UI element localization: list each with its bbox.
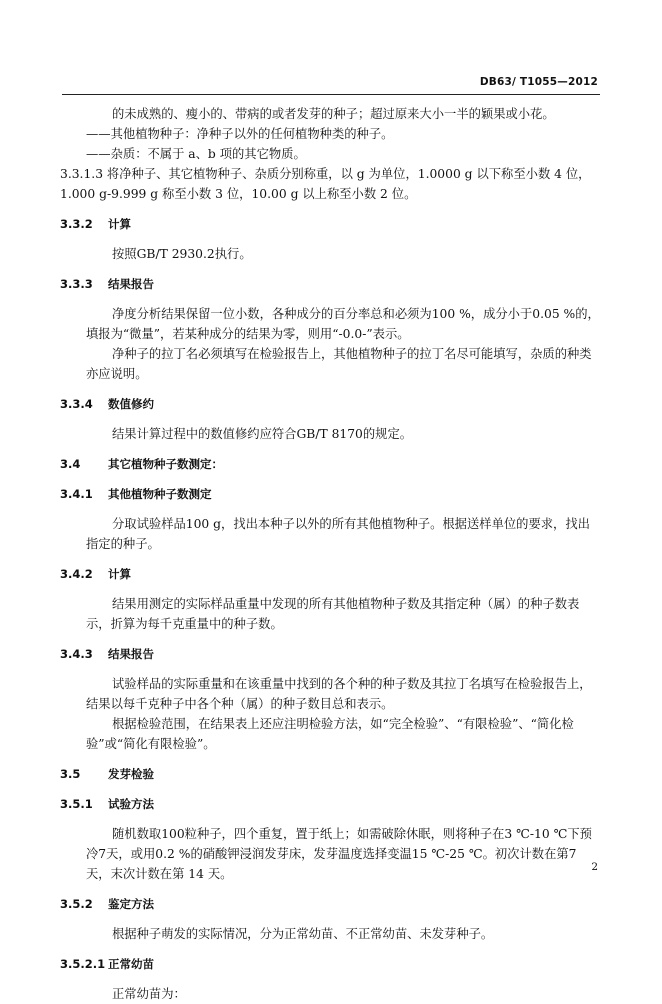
section-title: 结果报告: [108, 647, 154, 661]
section-number: 3.3.2: [60, 217, 93, 231]
heading-3-5-2: [60, 894, 600, 914]
paragraph: 分取试验样品100 g，找出本种子以外的所有其他植物种子。根据送样单位的要求，找出指定的种子。: [86, 517, 590, 551]
heading-3-4-3: [60, 644, 600, 664]
section-title: 正常幼苗: [108, 957, 154, 971]
paragraph: 按照GB/T 2930.2执行。: [112, 247, 252, 261]
paragraph: 的未成熟的、瘦小的、带病的或者发芽的种子；超过原来大小一半的颖果或小花。: [112, 107, 555, 121]
section-number: 3.4: [60, 457, 81, 471]
heading-3-4: [60, 454, 600, 474]
paragraph: 净度分析结果保留一位小数，各种成分的百分率总和必须为100 %，成分小于0.05 %的，填报为“微量”，若某种成分的结果为零，则用“-0.0-”表示。: [86, 307, 600, 341]
section-number: 3.4.2: [60, 567, 93, 581]
paragraph: ——其他植物种子：净种子以外的任何植物种类的种子。: [86, 127, 394, 141]
paragraph: 根据检验范围，在结果表上还应注明检验方法，如“完全检验”、“有限检验”、“简化检验”或“简化有限检验”。: [86, 717, 574, 751]
heading-3-4-2: [60, 564, 600, 584]
section-title: 结果报告: [108, 277, 154, 291]
section-title: 鉴定方法: [108, 897, 154, 911]
section-number: 3.5: [60, 767, 81, 781]
section-number: 3.5.2.1: [60, 957, 106, 971]
paragraph: 净种子的拉丁名必须填写在检验报告上，其他植物种子的拉丁名尽可能填写，杂质的种类亦应说明。: [86, 347, 592, 381]
section-number: 3.3.3: [60, 277, 93, 291]
paragraph: ——杂质：不属于 a、b 项的其它物质。: [86, 147, 306, 161]
heading-3-5: [60, 764, 600, 784]
heading-3-3-2: [60, 214, 600, 234]
section-number: 3.5.1: [60, 797, 93, 811]
paragraph: 结果计算过程中的数值修约应符合GB/T 8170的规定。: [112, 427, 413, 441]
section-number: 3.3.4: [60, 397, 93, 411]
section-title: 其他植物种子数测定: [108, 487, 212, 501]
section-number: 3.4.1: [60, 487, 93, 501]
heading-3-5-2-1: [60, 954, 600, 974]
heading-3-3-4: [60, 394, 600, 414]
paragraph: 根据种子萌发的实际情况，分为正常幼苗、不正常幼苗、未发芽种子。: [112, 927, 494, 941]
header-rule: [62, 94, 600, 95]
section-title: 发芽检验: [108, 767, 154, 781]
section-title: 其它植物种子数测定：: [108, 457, 223, 471]
document-code: DB63/ T1055—2012: [479, 76, 598, 88]
page-content: [60, 104, 600, 1004]
clause-3-3-1-3: 3.3.1.3 将净种子、其它植物种子、杂质分别称重，以 g 为单位，1.0000 g 以下称至小数 4 位，1.000 g-9.999 g 称至小数 3 位，10.00 g 以上称至小数 2 位。: [60, 167, 591, 201]
section-number: 3.4.3: [60, 647, 93, 661]
section-number: 3.5.2: [60, 897, 93, 911]
section-title: 计算: [108, 567, 131, 581]
paragraph: 试验样品的实际重量和在该重量中找到的各个种的种子数及其拉丁名填写在检验报告上，结果以每千克种子中各个种（属）的种子数目总和表示。: [86, 677, 592, 711]
section-title: 数值修约: [108, 397, 154, 411]
section-title: 试验方法: [108, 797, 154, 811]
page-number: 2: [591, 861, 598, 873]
paragraph: 正常幼苗为：: [112, 987, 186, 1001]
heading-3-5-1: [60, 794, 600, 814]
paragraph: 结果用测定的实际样品重量中发现的所有其他植物种子数及其指定种（属）的种子数表示，折算为每千克重量中的种子数。: [86, 597, 580, 631]
paragraph: 随机数取100粒种子，四个重复，置于纸上；如需破除休眠，则将种子在3 ℃-10 ℃下预冷7天，或用0.2 %的硝酸钾浸润发芽床，发芽温度选择变温15 ℃-25 ℃。初次计数在第7天，末次计数在第 14 天。: [86, 827, 592, 881]
heading-3-3-3: [60, 274, 600, 294]
heading-3-4-1: [60, 484, 600, 504]
section-title: 计算: [108, 217, 131, 231]
